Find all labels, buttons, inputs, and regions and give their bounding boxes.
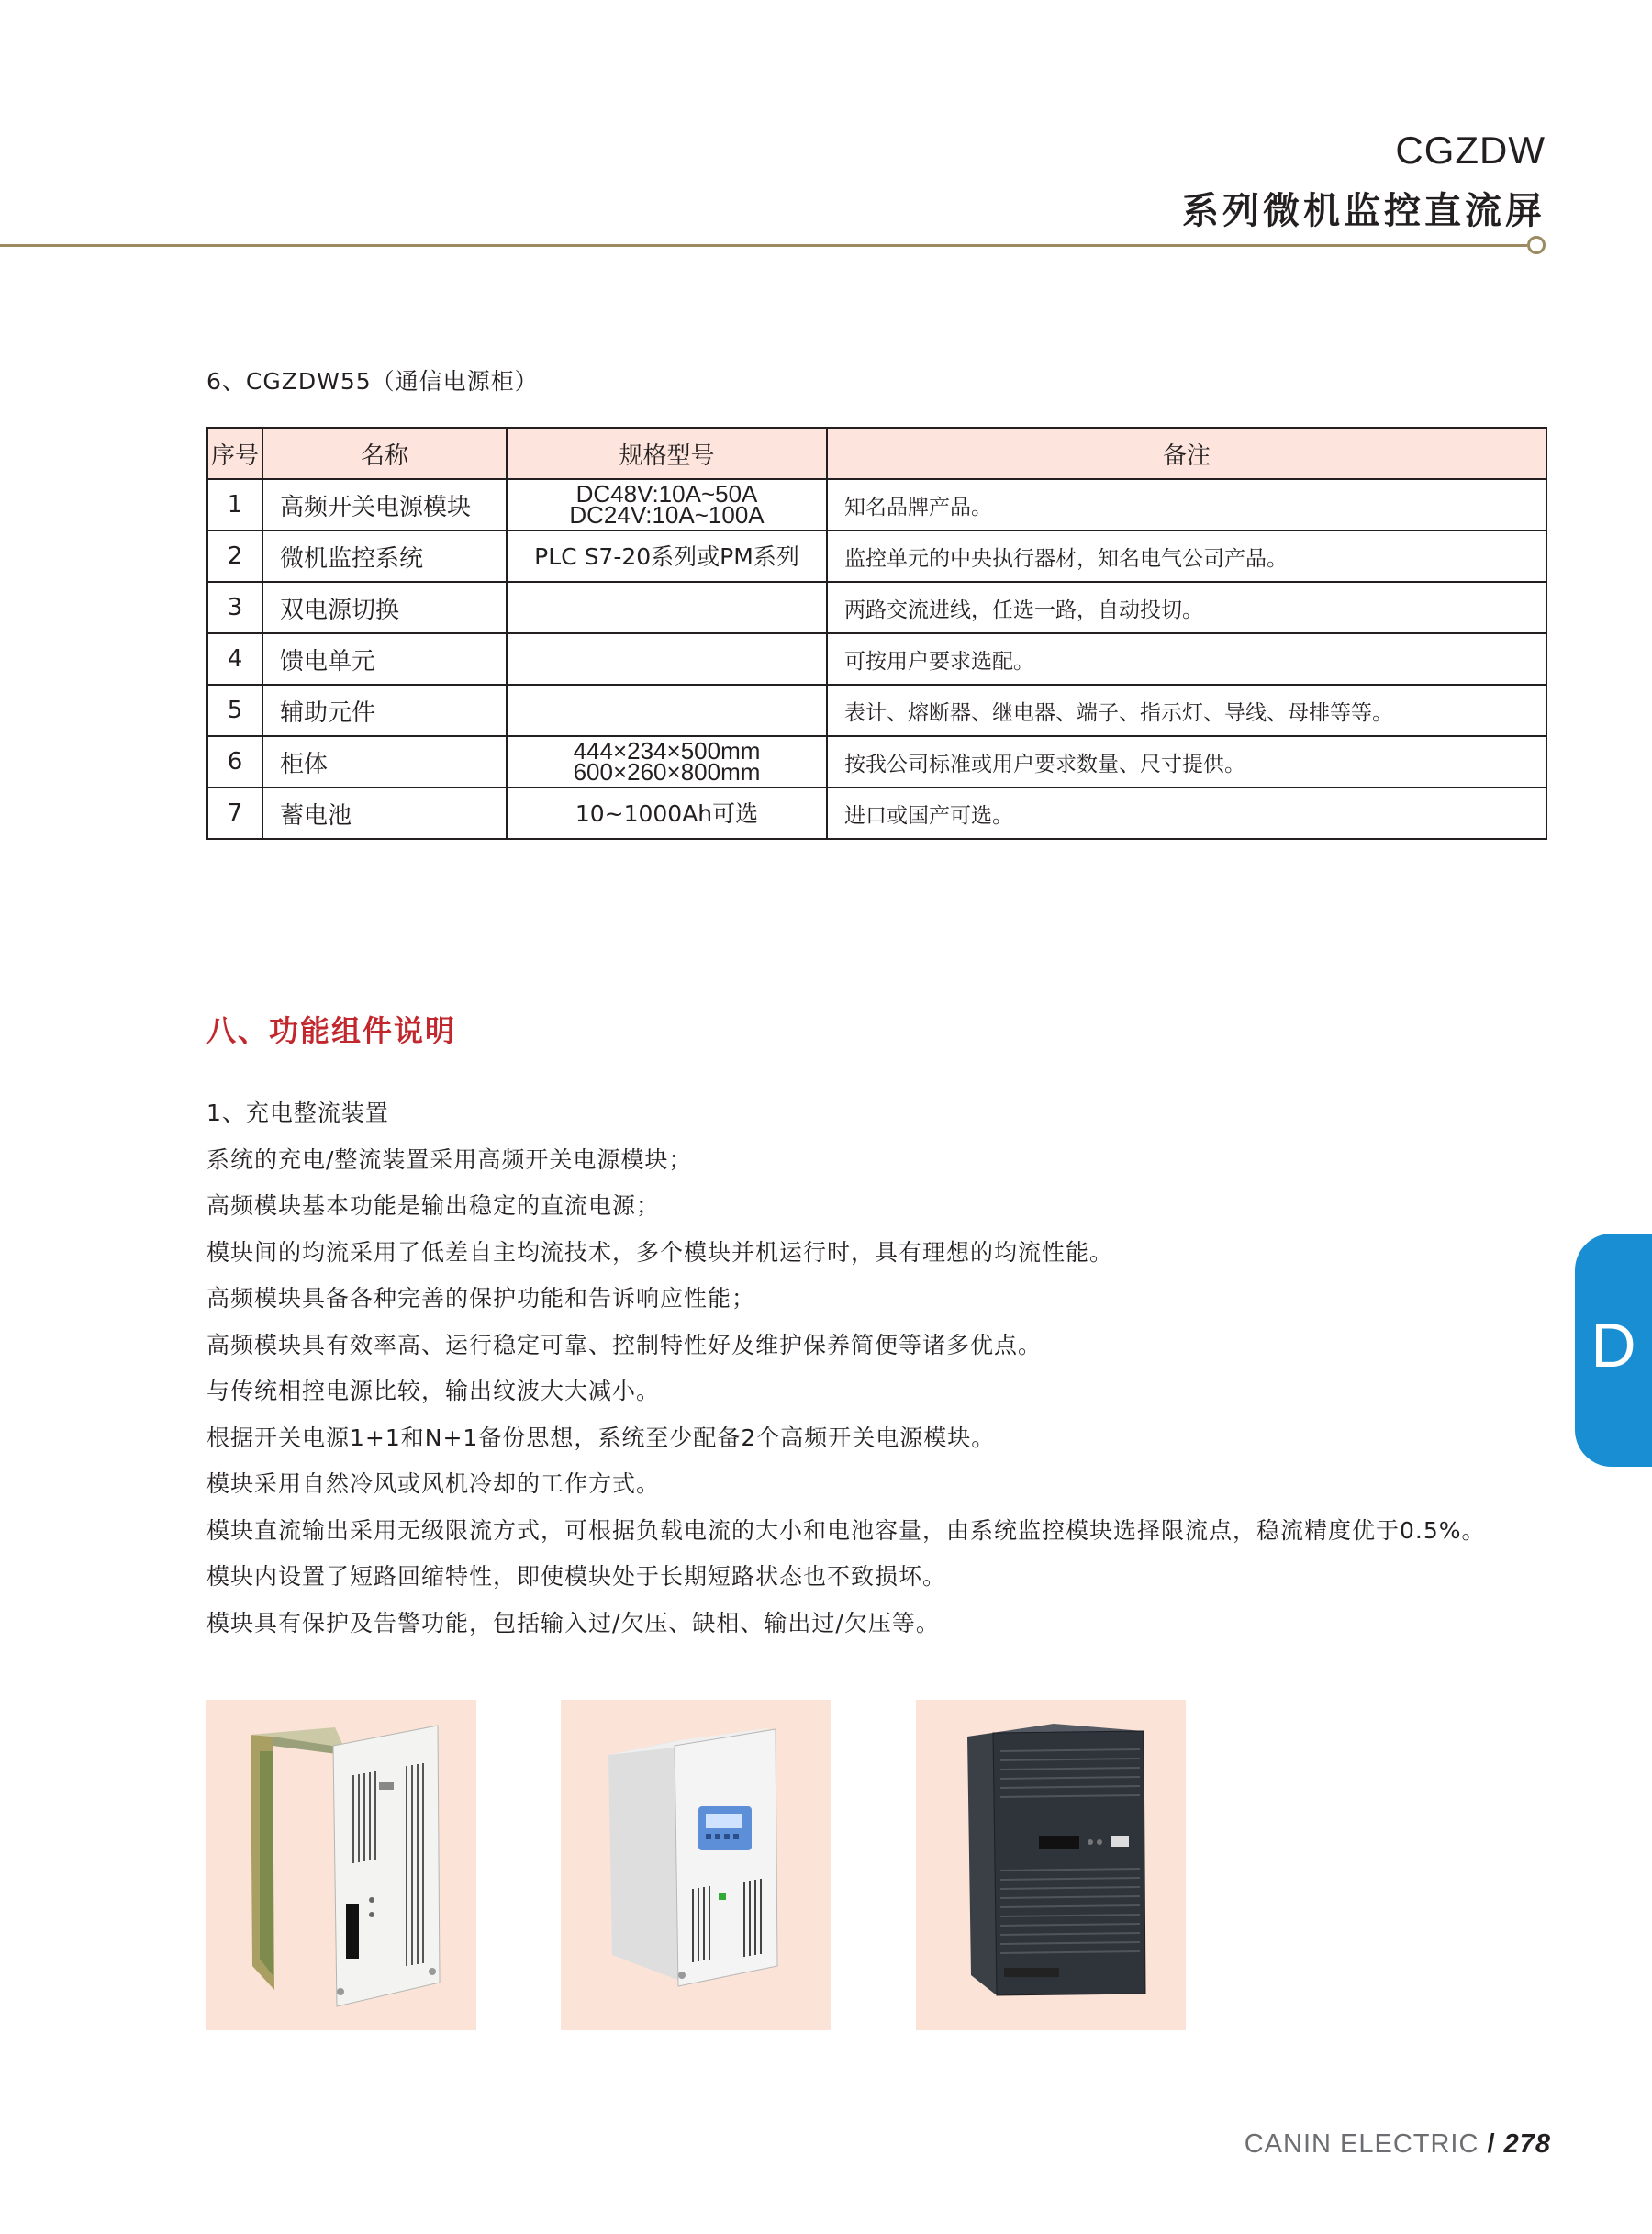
cell-spec — [507, 736, 827, 787]
spec-line: DC24V:10A~100A — [569, 501, 765, 529]
footer-separator: / — [1487, 2129, 1496, 2159]
footer — [1245, 2129, 1551, 2160]
spec-line: 10~1000Ah可选 — [575, 799, 759, 827]
footer-brand: CANIN ELECTRIC — [1244, 2129, 1479, 2159]
cell-no: 6 — [207, 736, 262, 787]
power-module-monitor-illustration — [561, 1700, 831, 2030]
chapter-tab — [1575, 1234, 1652, 1467]
header-name: 名称 — [262, 428, 507, 479]
cell-name: 辅助元件 — [262, 685, 507, 736]
cell-spec — [507, 685, 827, 736]
cell-note: 监控单元的中央执行器材，知名电气公司产品。 — [827, 531, 1546, 582]
spec-line: 444×234×500mm — [573, 737, 761, 765]
body-line: 模块具有保护及告警功能，包括输入过/欠压、缺相、输出过/欠压等。 — [206, 1609, 940, 1636]
product-photo-2 — [561, 1700, 831, 2030]
body-line: 根据开关电源1+1和N+1备份思想，系统至少配备2个高频开关电源模块。 — [206, 1424, 996, 1451]
header-no: 序号 — [207, 428, 262, 479]
table-row — [207, 685, 1546, 736]
header-rule-end-circle — [1527, 236, 1546, 254]
cell-note: 两路交流进线，任选一路，自动投切。 — [827, 582, 1546, 633]
cell-name: 蓄电池 — [262, 787, 507, 839]
cell-spec — [507, 479, 827, 531]
cell-note: 进口或国产可选。 — [827, 787, 1546, 839]
power-module-silver-illustration — [206, 1700, 476, 2030]
chapter-tab-letter: D — [1591, 1311, 1636, 1380]
header-spec: 规格型号 — [507, 428, 827, 479]
header-title: 系列微机监控直流屏 — [1182, 190, 1546, 232]
table-row — [207, 736, 1546, 787]
cell-note: 按我公司标准或用户要求数量、尺寸提供。 — [827, 736, 1546, 787]
body-line: 系统的充电/整流装置采用高频开关电源模块； — [206, 1145, 693, 1173]
cell-name: 柜体 — [262, 736, 507, 787]
subsection-title: 6、CGZDW55（通信电源柜） — [206, 368, 539, 395]
body-line: 模块内设置了短路回缩特性，即使模块处于长期短路状态也不致损坏。 — [206, 1563, 947, 1590]
table-row — [207, 582, 1546, 633]
table-row — [207, 633, 1546, 685]
cell-spec — [507, 633, 827, 685]
cell-note: 知名品牌产品。 — [827, 479, 1546, 531]
cell-no: 1 — [207, 479, 262, 531]
spec-line: PLC S7-20系列或PM系列 — [534, 542, 799, 570]
body-line: 1、充电整流装置 — [206, 1100, 389, 1126]
table-header-row — [207, 428, 1546, 479]
cell-no: 5 — [207, 685, 262, 736]
body-line: 高频模块具备各种完善的保护功能和告诉响应性能； — [206, 1285, 756, 1312]
cell-name: 馈电单元 — [262, 633, 507, 685]
cell-spec — [507, 531, 827, 582]
spec-table — [206, 427, 1547, 840]
section-title: 八、功能组件说明 — [206, 1013, 457, 1048]
cell-no: 7 — [207, 787, 262, 839]
cell-name: 高频开关电源模块 — [262, 479, 507, 531]
table-row — [207, 787, 1546, 839]
table-row — [207, 531, 1546, 582]
page-number: 278 — [1503, 2129, 1551, 2159]
spec-line: 600×260×800mm — [573, 758, 761, 786]
power-module-dark-illustration — [916, 1700, 1186, 2030]
table-row — [207, 479, 1546, 531]
product-photo-3 — [916, 1700, 1186, 2030]
spec-line: DC48V:10A~50A — [575, 480, 758, 508]
cell-name: 微机监控系统 — [262, 531, 507, 582]
cell-name: 双电源切换 — [262, 582, 507, 633]
body-line: 模块直流输出采用无级限流方式，可根据负载电流的大小和电池容量，由系统监控模块选择限流点，稳流精度优于0.5%。 — [206, 1516, 1486, 1544]
cell-no: 2 — [207, 531, 262, 582]
cell-note: 可按用户要求选配。 — [827, 633, 1546, 685]
header-note: 备注 — [827, 428, 1546, 479]
header-model: CGZDW — [1395, 128, 1546, 172]
body-line: 高频模块基本功能是输出稳定的直流电源； — [206, 1192, 661, 1219]
body-line: 模块采用自然冷风或风机冷却的工作方式。 — [206, 1470, 661, 1497]
header-rule — [0, 244, 1527, 247]
cell-note: 表计、熔断器、继电器、端子、指示灯、导线、母排等等。 — [827, 685, 1546, 736]
section-body — [206, 1090, 1583, 1647]
product-photo-1 — [206, 1700, 476, 2030]
cell-spec — [507, 787, 827, 839]
cell-no: 4 — [207, 633, 262, 685]
body-line: 模块间的均流采用了低差自主均流技术，多个模块并机运行时，具有理想的均流性能。 — [206, 1238, 1114, 1266]
cell-spec — [507, 582, 827, 633]
cell-no: 3 — [207, 582, 262, 633]
body-line: 高频模块具有效率高、运行稳定可靠、控制特性好及维护保养简便等诸多优点。 — [206, 1331, 1043, 1358]
body-line: 与传统相控电源比较，输出纹波大大减小。 — [206, 1378, 661, 1404]
